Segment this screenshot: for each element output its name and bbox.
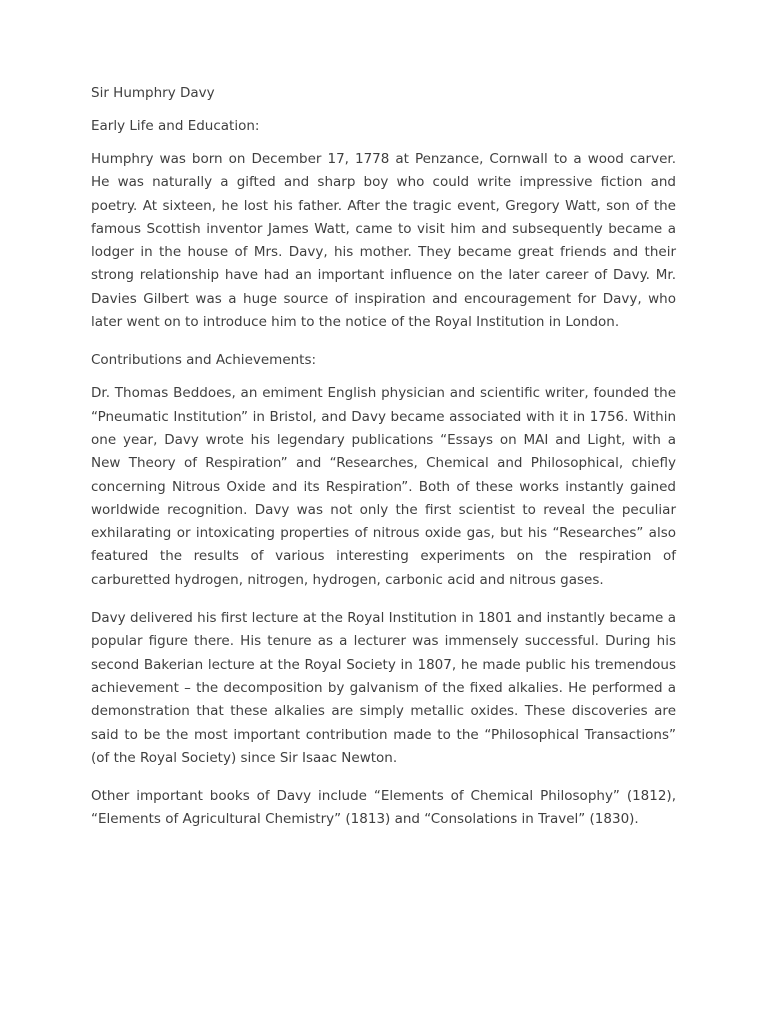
paragraph-contributions-1: Dr. Thomas Beddoes, an emiment English physician and scientific writer, founded the “Pneumatic Institution” in Bristol, and Davy became associated with it in 1756. Within one year, Davy wrote his legendary publications “Essays on MAI and Light, with a New Theory of Respiration” and “Researches, Chemical and Philosophical, chiefly concerning Nitrous Oxide and its Respiration”. Both of these works instantly gained worldwide recognition. Davy was not only the first scientist to reveal the peculiar exhilarating or intoxicating properties of nitrous oxide gas, but his “Researches” also featured the results of various interesting experiments on the respiration of carburetted hydrogen, nitrogen, hydrogen, carbonic acid and nitrous gases. bbox=[91, 385, 676, 588]
section-heading-contributions: Contributions and Achievements: bbox=[91, 352, 317, 369]
paragraph-contributions-2: Davy delivered his first lecture at the Royal Institution in 1801 and instantly became a popular figure there. His tenure as a lecturer was immensely successful. During his second Bakerian lecture at the Royal Society in 1807, he made public his tremendous achievement – the decomposition by galvanism of the fixed alkalies. He performed a demonstration that these alkalies are simply metallic oxides. These discoveries are said to be the most important contribution made to the “Philosophical Transactions” (of the Royal Society) since Sir Isaac Newton. bbox=[91, 610, 676, 766]
section-heading-early-life: Early Life and Education: bbox=[91, 118, 260, 134]
paragraph-contributions-3: Other important books of Davy include “Elements of Chemical Philosophy” (1812), “Elements of Agricultural Chemistry” (1813) and “Consolations in Travel” (1830). bbox=[91, 788, 676, 828]
document-body bbox=[91, 82, 676, 847]
document-title: Sir Humphry Davy bbox=[91, 85, 215, 101]
paragraph-early-life: Humphry was born on December 17, 1778 at Penzance, Cornwall to a wood carver. He was naturally a gifted and sharp boy who could write impressive fiction and poetry. At sixteen, he lost his father. After the tragic event, Gregory Watt, son of the famous Scottish inventor James Watt, came to visit him and subsequently became a lodger in the house of Mrs. Davy, his mother. They became great friends and their strong relationship have had an important influence on the later career of Davy. Mr. Davies Gilbert was a huge source of inspiration and encouragement for Davy, who later went on to introduce him to the notice of the Royal Institution in London. bbox=[91, 151, 676, 331]
